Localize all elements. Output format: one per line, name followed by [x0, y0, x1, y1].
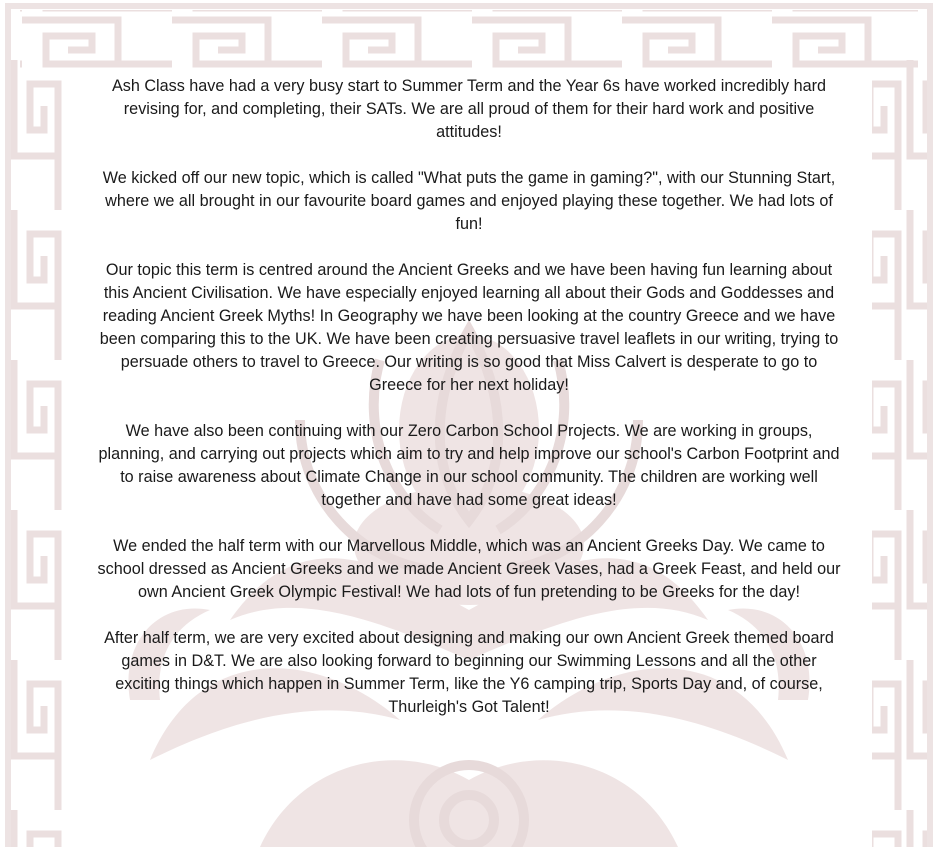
paragraph-2: We kicked off our new topic, which is called "What puts the game in gaming?", with our Stunning Start, where we all brought in our favourite board games and enjoyed playing these together. We had lots of fun!: [102, 169, 836, 233]
article-body: [96, 75, 842, 742]
paragraph-6: After half term, we are very excited about designing and making our own Ancient Greek themed board games in D&T. We are also looking forward to beginning our Swimming Lessons and all the other exciting things which happen in Summer Term, like the Y6 camping trip, Sports Day and, of course, Thurleigh's Got Talent!: [104, 629, 834, 716]
right-meander-band: [872, 60, 932, 847]
top-meander-band: [20, 10, 918, 70]
paragraph-3: Our topic this term is centred around the Ancient Greeks and we have been having fun learning about this Ancient Civilisation. We have especially enjoyed learning all about their Gods and Goddesses and reading Ancient Greek Myths! In Geography we have been looking at the country Greece and we have been comparing this to the UK. We have been creating persuasive travel leaflets in our writing, trying to persuade others to travel to Greece. Our writing is so good that Miss Calvert is desperate to go to Greece for her next holiday!: [99, 261, 839, 394]
paragraph-5: We ended the half term with our Marvellous Middle, which was an Ancient Greeks Day. We came to school dressed as Ancient Greeks and we made Ancient Greek Vases, had a Greek Feast, and held our own Ancient Greek Olympic Festival! We had lots of fun pretending to be Greeks for the day!: [97, 537, 841, 601]
paragraph-1: Ash Class have had a very busy start to Summer Term and the Year 6s have worked incredibly hard revising for, and completing, their SATs. We are all proud of them for their hard work and positive attitudes!: [111, 77, 827, 141]
left-meander-band: [6, 60, 66, 847]
paragraph-4: We have also been continuing with our Zero Carbon School Projects. We are working in groups, planning, and carrying out projects which aim to try and help improve our school's Carbon Footprint and to raise awareness about Climate Change in our school community. The children are working well together and have had some great ideas!: [98, 422, 840, 509]
